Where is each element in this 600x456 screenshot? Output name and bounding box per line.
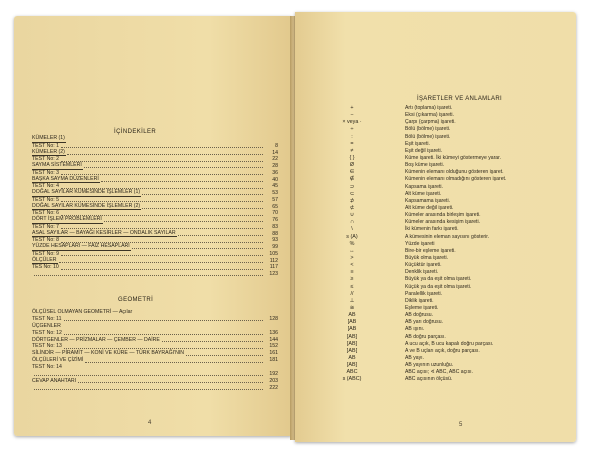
symbol-glyph: s (ABC): [342, 376, 362, 383]
toc-entry: [32, 163, 278, 170]
symbol-glyph: ⊃: [349, 183, 355, 190]
toc-entry-page: 192: [269, 371, 278, 377]
toc-entry-page: 128: [269, 315, 278, 322]
symbol-meaning: AB yayının uzunluğu.: [405, 362, 454, 369]
toc-entry-page: 105: [269, 250, 278, 257]
toc-entry: [32, 258, 278, 265]
symbol-row: [339, 198, 559, 205]
toc-entry-title: TEST No: 5: [32, 196, 60, 203]
symbol-row: [339, 105, 559, 112]
symbol-meaning: Çarpı (çarpma) işareti.: [405, 119, 456, 126]
toc-entry-title: ÖLÇÜLER: [32, 256, 57, 263]
symbol-meaning: Eşit işareti.: [405, 140, 430, 147]
toc-entry-page: 57: [272, 196, 278, 203]
toc-entry: [32, 251, 278, 258]
toc-entry: [32, 143, 278, 150]
toc-entry-title: TEST No: 3: [32, 169, 60, 176]
toc-entry-title: TEST No: 1: [32, 142, 60, 149]
symbol-meaning: Büyük olma işareti.: [405, 254, 449, 261]
toc-leader-dots: [61, 161, 263, 162]
symbol-glyph: Ø: [349, 162, 355, 169]
toc-entry: [32, 271, 278, 278]
toc-entry: [32, 378, 278, 385]
symbol-row: [339, 241, 559, 248]
symbol-meaning: Boş küme işareti.: [405, 162, 445, 169]
symbol-row: [339, 234, 559, 241]
toc-entry-page: 76: [272, 217, 278, 223]
symbol-glyph: ≥: [350, 276, 354, 283]
symbol-glyph: ↔: [349, 247, 355, 254]
symbol-row: [339, 376, 559, 383]
symbol-glyph: ∈: [349, 169, 355, 176]
toc-entry-title: TEST No: 6: [32, 210, 60, 217]
symbol-glyph: −: [350, 112, 354, 119]
toc-entry-page: 22: [272, 156, 278, 163]
toc-leader-dots: [186, 355, 263, 356]
symbol-glyph: ∉: [349, 176, 355, 183]
symbol-meaning: Küme işareti. İki kümeyi göstermeye yarar.: [405, 154, 501, 161]
toc-entry-page: 83: [272, 223, 278, 230]
symbol-glyph: +: [350, 105, 354, 111]
symbol-glyph: ⊅: [349, 197, 355, 204]
symbol-meaning: Eksi (çıkarma) işareti.: [405, 112, 454, 119]
symbol-row: [339, 184, 559, 191]
toc-leader-dots: [59, 262, 263, 263]
toc-entry-page: 117: [269, 264, 278, 271]
toc-leader-dots: [132, 248, 263, 249]
toc-entry-title: TES No: 10: [32, 264, 59, 271]
toc-entry-title: BAŞKA SAYMA DÜZENLERİ: [32, 175, 99, 182]
symbol-meaning: Kapsama işareti.: [405, 183, 443, 190]
toc-entry: [32, 316, 278, 323]
symbol-meaning: ABC açısı; ∢ ABC, ABC açısı.: [405, 369, 473, 376]
symbol-meaning: ABC açısının ölçüsü.: [405, 376, 453, 383]
symbol-row: [339, 169, 559, 176]
symbol-glyph: [AB]: [346, 362, 358, 369]
symbol-glyph: ⊂: [349, 190, 355, 197]
symbol-meaning: Kümenin elemanı olduğunu gösteren işaret.: [405, 169, 504, 176]
toc-entry-page: 65: [272, 203, 278, 210]
symbol-glyph: ÷: [350, 126, 354, 133]
symbol-meaning: Denklik işareti.: [405, 269, 439, 276]
symbol-row: [339, 298, 559, 305]
symbol-glyph: s (A): [346, 233, 358, 240]
toc-entry-title: ASAL SAYILAR — BAYAĞI KESİRLER — ONDALIK SAYILAR: [32, 229, 176, 236]
symbol-glyph: ]AB[: [346, 347, 358, 354]
symbol-glyph: >: [350, 254, 354, 261]
toc-entry: [32, 309, 278, 316]
toc-leader-dots: [34, 275, 263, 276]
toc-entry-page: 181: [269, 357, 278, 364]
symbol-glyph: //: [350, 290, 354, 297]
symbol-meaning: AB doğru parçası.: [405, 333, 446, 340]
toc-entry-page: 36: [272, 169, 278, 176]
toc-entry: [32, 190, 278, 197]
symbol-row: [339, 162, 559, 169]
geometry-list: [32, 309, 278, 392]
symbol-meaning: Alt küme işareti.: [405, 190, 442, 197]
toc-entry: [32, 364, 278, 371]
symbol-glyph: [AB: [347, 319, 357, 326]
symbol-glyph: ≠: [350, 147, 354, 154]
symbol-row: [339, 212, 559, 219]
geometry-title: GEOMETRİ: [118, 297, 154, 303]
symbol-row: [339, 205, 559, 212]
toc-entry-page: 152: [269, 343, 278, 350]
symbol-row: [339, 141, 559, 148]
symbol-row: [339, 176, 559, 183]
toc-leader-dots: [78, 382, 263, 383]
toc-entry: [32, 357, 278, 364]
toc-entry-title: ÜÇGENLER: [32, 322, 61, 329]
symbol-glyph: :: [351, 133, 353, 140]
toc-entry-title: DOĞAL SAYILAR KÜMESİNDE İŞLEMLER (2): [32, 202, 141, 209]
toc-entry: [32, 244, 278, 251]
symbol-row: [339, 262, 559, 269]
toc-entry-title: TEST No: 14: [32, 364, 62, 371]
symbol-row: [339, 269, 559, 276]
toc-entry-title: TEST No: 12: [32, 329, 62, 336]
toc-leader-dots: [61, 255, 263, 256]
toc-entry-page: 99: [272, 244, 278, 250]
symbol-glyph: ∩: [350, 219, 354, 226]
symbol-meaning: Bölü (bölme) işareti.: [405, 126, 451, 133]
toc-leader-dots: [64, 334, 263, 335]
symbol-glyph: [AB]: [346, 333, 358, 340]
toc-leader-dots: [104, 221, 263, 222]
toc-entry-page: 222: [269, 384, 278, 391]
symbol-row: [339, 276, 559, 283]
symbols-list: [339, 105, 559, 383]
symbol-meaning: A kümesinin eleman sayısını gösterir.: [405, 233, 490, 240]
toc-entry: [32, 264, 278, 271]
symbol-row: [339, 355, 559, 362]
symbol-row: [339, 126, 559, 133]
symbol-row: [339, 291, 559, 298]
toc-entry-page: 70: [272, 210, 278, 217]
symbol-glyph: ≤: [350, 283, 354, 290]
toc-leader-dots: [85, 362, 263, 363]
toc-entry-title: SAYMA SİSTEMLERİ: [32, 162, 82, 168]
toc-entry-title: KÜMELER (2): [32, 148, 65, 155]
toc-leader-dots: [142, 208, 263, 209]
toc-entry: [32, 330, 278, 337]
left-page-number: 4: [148, 420, 152, 426]
symbol-glyph: [AB]: [346, 340, 358, 347]
toc-list: [32, 136, 278, 278]
symbol-row: [339, 226, 559, 233]
symbol-meaning: Küçük ya da eşit olma işareti.: [405, 283, 472, 290]
symbol-glyph: [AB: [347, 326, 357, 333]
toc-entry-page: 136: [269, 329, 278, 336]
toc-entry: [32, 371, 278, 378]
toc-entry-title: TEST No: 8: [32, 237, 60, 244]
right-page: [295, 12, 576, 442]
symbol-meaning: Kümenin elemanı olmadığını gösteren işaret.: [405, 176, 507, 183]
symbol-row: [339, 326, 559, 333]
right-page-number: 5: [459, 422, 463, 428]
symbol-glyph: × veya ·: [342, 119, 362, 126]
toc-entry-page: 123: [269, 271, 278, 277]
toc-entry-page: 14: [272, 149, 278, 156]
symbol-glyph: <: [350, 262, 354, 269]
toc-entry-title: SİLİNDİR — PİRAMİT — KONİ VE KÜRE — TÜRK BAYRAĞI'NIN: [32, 350, 185, 357]
symbol-row: [339, 369, 559, 376]
symbol-meaning: Kapsamama işareti.: [405, 197, 451, 204]
symbol-row: [339, 348, 559, 355]
toc-entry: [32, 150, 278, 157]
symbol-meaning: AB yarı doğrusu.: [405, 319, 443, 326]
toc-entry-title: TEST No: 4: [32, 183, 60, 190]
symbol-row: [339, 312, 559, 319]
toc-entry-page: 203: [269, 377, 278, 384]
symbol-row: [339, 112, 559, 119]
symbol-row: [339, 248, 559, 255]
symbol-meaning: İki kümenin farkı işareti.: [405, 226, 459, 233]
symbol-glyph: { }: [349, 154, 355, 161]
symbol-meaning: Büyük ya da eşit olma işareti.: [405, 276, 472, 283]
toc-leader-dots: [178, 235, 263, 236]
symbol-meaning: Bölü (bölme) işareti.: [405, 133, 451, 140]
symbol-meaning: AB ışını.: [405, 326, 425, 333]
toc-leader-dots: [34, 375, 263, 376]
symbol-row: [339, 255, 559, 262]
toc-entry: [32, 231, 278, 238]
symbol-glyph: %: [349, 240, 355, 247]
symbol-meaning: Küçüktür işareti.: [405, 262, 442, 269]
symbol-row: [339, 119, 559, 126]
symbol-glyph: ≅: [349, 304, 355, 311]
symbol-glyph: \: [351, 226, 353, 233]
symbol-row: [339, 134, 559, 141]
toc-entry-page: 53: [272, 190, 278, 196]
toc-entry-page: 161: [269, 350, 278, 357]
toc-entry-title: YÜZDE HESAPLARI — FAİZ HESAPLARI: [32, 243, 130, 249]
symbol-glyph: ⊄: [349, 204, 355, 211]
symbol-row: [339, 284, 559, 291]
toc-entry-page: 88: [272, 230, 278, 237]
toc-entry-page: 93: [272, 237, 278, 244]
toc-leader-dots: [61, 147, 263, 148]
toc-title: İÇİNDEKİLER: [114, 129, 157, 135]
toc-entry-title: KÜMELER (1): [32, 135, 65, 141]
symbol-meaning: Eşleme işareti.: [405, 304, 439, 311]
symbol-row: [339, 305, 559, 312]
toc-entry-title: ÖLÇÜSEL OLMAYAN GEOMETRİ — Açılar: [32, 308, 133, 315]
symbol-meaning: Kümeler arasında kesişim işareti.: [405, 219, 481, 226]
toc-leader-dots: [64, 348, 263, 349]
toc-entry-title: CEVAP ANAHTARI: [32, 377, 77, 384]
toc-entry-title: TEST No: 9: [32, 250, 60, 257]
symbol-row: [339, 155, 559, 162]
toc-leader-dots: [61, 269, 263, 270]
toc-entry: [32, 204, 278, 211]
toc-leader-dots: [101, 181, 263, 182]
toc-entry: [32, 177, 278, 184]
toc-entry: [32, 217, 278, 224]
toc-entry: [32, 385, 278, 392]
toc-entry-page: 28: [272, 163, 278, 169]
symbol-glyph: AB: [348, 312, 356, 319]
symbol-meaning: A ucu açık, B ucu kapalı doğru parçası.: [405, 340, 494, 347]
toc-entry-title: TEST No: 7: [32, 223, 60, 230]
symbol-meaning: Diklik işareti.: [405, 297, 434, 304]
symbol-meaning: Kümeler arasında birleşim işareti.: [405, 212, 481, 219]
toc-entry-title: TEST No: 11: [32, 315, 62, 322]
symbol-glyph: ⊥: [349, 297, 355, 304]
toc-entry-page: 40: [272, 176, 278, 183]
toc-entry: [32, 337, 278, 344]
symbol-meaning: Eşit değil işareti.: [405, 147, 443, 154]
toc-leader-dots: [64, 320, 263, 321]
left-page: [14, 16, 292, 436]
symbol-meaning: Artı (toplama) işareti.: [405, 105, 453, 111]
toc-entry-page: 144: [269, 336, 278, 343]
toc-leader-dots: [142, 194, 263, 195]
toc-leader-dots: [34, 389, 263, 390]
symbol-glyph: AB: [348, 354, 356, 361]
toc-entry: [32, 323, 278, 330]
symbol-meaning: Yüzde işareti: [405, 240, 435, 247]
toc-entry-title: DOĞAL SAYILAR KÜMESİNDE İŞLEMLER (1): [32, 189, 141, 195]
symbol-meaning: A ve B uçları açık, doğru parçası.: [405, 347, 480, 354]
toc-entry-page: 45: [272, 183, 278, 190]
symbol-meaning: Bire-bir eşleme işareti.: [405, 247, 456, 254]
symbol-meaning: Paralellik işareti.: [405, 290, 443, 297]
symbol-meaning: AB yayı.: [405, 354, 424, 361]
toc-entry-title: ÖLÇÜLERİ VE ÇİZİMİ: [32, 357, 84, 364]
symbol-meaning: Alt küme değil işareti.: [405, 204, 454, 211]
symbol-meaning: AB doğrusu.: [405, 312, 434, 319]
symbol-row: [339, 334, 559, 341]
symbol-glyph: ABC: [346, 369, 358, 376]
toc-entry-page: 8: [275, 142, 278, 149]
symbol-row: [339, 362, 559, 369]
toc-entry-page: 112: [269, 257, 278, 264]
toc-leader-dots: [84, 167, 263, 168]
symbol-glyph: =: [350, 140, 354, 147]
symbol-row: [339, 341, 559, 348]
open-book: [14, 16, 576, 436]
symbol-row: [339, 148, 559, 155]
symbol-row: [339, 319, 559, 326]
toc-leader-dots: [162, 341, 263, 342]
symbol-row: [339, 191, 559, 198]
toc-entry-title: TEST No: 2: [32, 156, 60, 163]
toc-entry: [32, 136, 278, 143]
toc-entry-title: TEST No: 13: [32, 343, 62, 350]
symbol-glyph: ∪: [350, 212, 354, 219]
toc-entry-title: DÖRT İŞLEM PROBLEMLERİ: [32, 216, 102, 222]
symbols-title: İŞARETLER VE ANLAMLARI: [417, 96, 502, 102]
toc-entry-title: DÖRTGENLER — PRİZMALAR — ÇEMBER — DAİRE: [32, 336, 160, 343]
symbol-glyph: ≡: [350, 269, 354, 276]
toc-leader-dots: [67, 154, 263, 155]
